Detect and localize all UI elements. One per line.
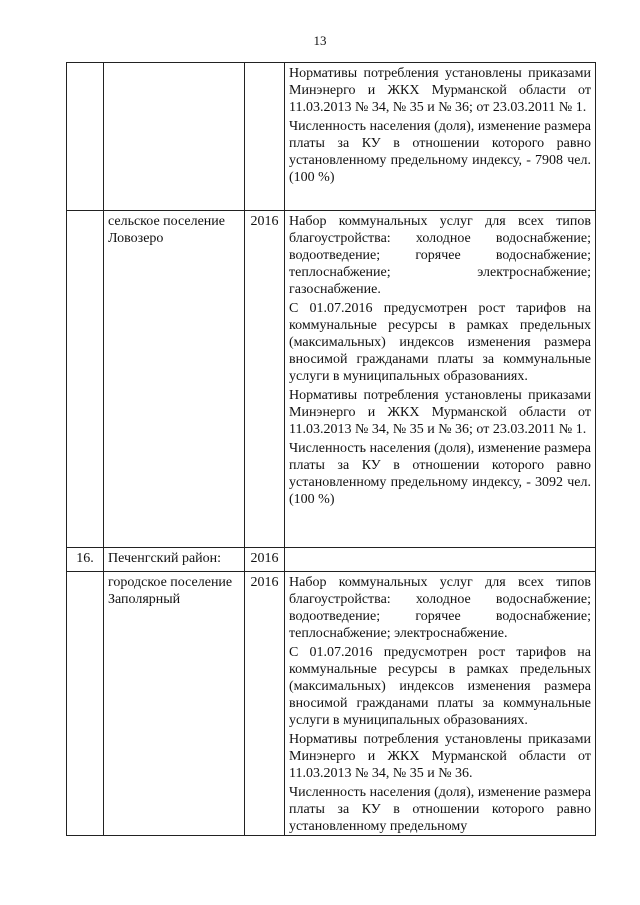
description-cell <box>285 548 596 572</box>
page-number: 13 <box>313 33 327 48</box>
municipality-name-cell <box>104 572 245 836</box>
description-paragraph: Нормативы потребления установлены приказами Минэнерго и ЖКХ Мурманской области от 11.03.2013 № 34, № 35 и № 36; от 23.03.2011 № 1. <box>289 388 591 437</box>
description-cell <box>285 572 596 836</box>
table-body <box>67 63 596 836</box>
row-number-cell <box>67 548 104 572</box>
year-cell <box>245 572 285 836</box>
table-row <box>67 211 596 548</box>
year-cell <box>245 211 285 548</box>
row-number-cell <box>67 63 104 211</box>
municipality-name-cell <box>104 548 245 572</box>
municipality-name: Печенгский район: <box>108 551 222 566</box>
description-paragraph: Численность населения (доля), изменение размера платы за КУ в отношении которого равно установленному предельному <box>289 785 591 834</box>
description-cell <box>285 211 596 548</box>
description-paragraph: Нормативы потребления установлены приказами Минэнерго и ЖКХ Мурманской области от 11.03.2013 № 34, № 35 и № 36. <box>289 732 591 781</box>
description-paragraph: Численность населения (доля), изменение размера платы за КУ в отношении которого равно установленному предельному индексу, - 3092 чел. (100 %) <box>289 441 591 507</box>
description-cell <box>285 63 596 211</box>
table-row <box>67 572 596 836</box>
description-paragraph: Набор коммунальных услуг для всех типов благоустройства: холодное водоснабжение; водоотведение; горячее водоснабжение; теплоснабжение; электроснабжение. <box>289 575 591 641</box>
description-paragraph: Численность населения (доля), изменение размера платы за КУ в отношении которого равно установленному предельному индексу, - 7908 чел. (100 %) <box>289 119 591 185</box>
municipality-name: городское поселение Заполярный <box>108 575 233 607</box>
description-paragraph: Нормативы потребления установлены приказами Минэнерго и ЖКХ Мурманской области от 11.03.2013 № 34, № 35 и № 36; от 23.03.2011 № 1. <box>289 66 591 115</box>
year: 2016 <box>250 214 279 229</box>
municipality-name-cell <box>104 63 245 211</box>
year-cell <box>245 63 285 211</box>
table-row <box>67 63 596 211</box>
year-cell <box>245 548 285 572</box>
municipality-name: сельское поселение Ловозеро <box>108 214 225 246</box>
row-number-cell <box>67 211 104 548</box>
tariff-table <box>66 62 596 836</box>
table-row <box>67 548 596 572</box>
year: 2016 <box>250 575 279 590</box>
description-paragraph: С 01.07.2016 предусмотрен рост тарифов на коммунальные ресурсы в рамках предельных (максимальных) индексов изменения размера вносимой гражданами платы за коммунальные услуги в муниципальных образованиях. <box>289 645 591 728</box>
year: 2016 <box>250 551 279 566</box>
municipality-name-cell <box>104 211 245 548</box>
row-number: 16. <box>76 551 94 566</box>
description-paragraph: Набор коммунальных услуг для всех типов благоустройства: холодное водоснабжение; водоотведение; горячее водоснабжение; теплоснабжение; электроснабжение; газоснабжение. <box>289 214 591 297</box>
description-paragraph: С 01.07.2016 предусмотрен рост тарифов на коммунальные ресурсы в рамках предельных (максимальных) индексов изменения размера вносимой гражданами платы за коммунальные услуги в муниципальных образованиях. <box>289 301 591 384</box>
row-number-cell <box>67 572 104 836</box>
